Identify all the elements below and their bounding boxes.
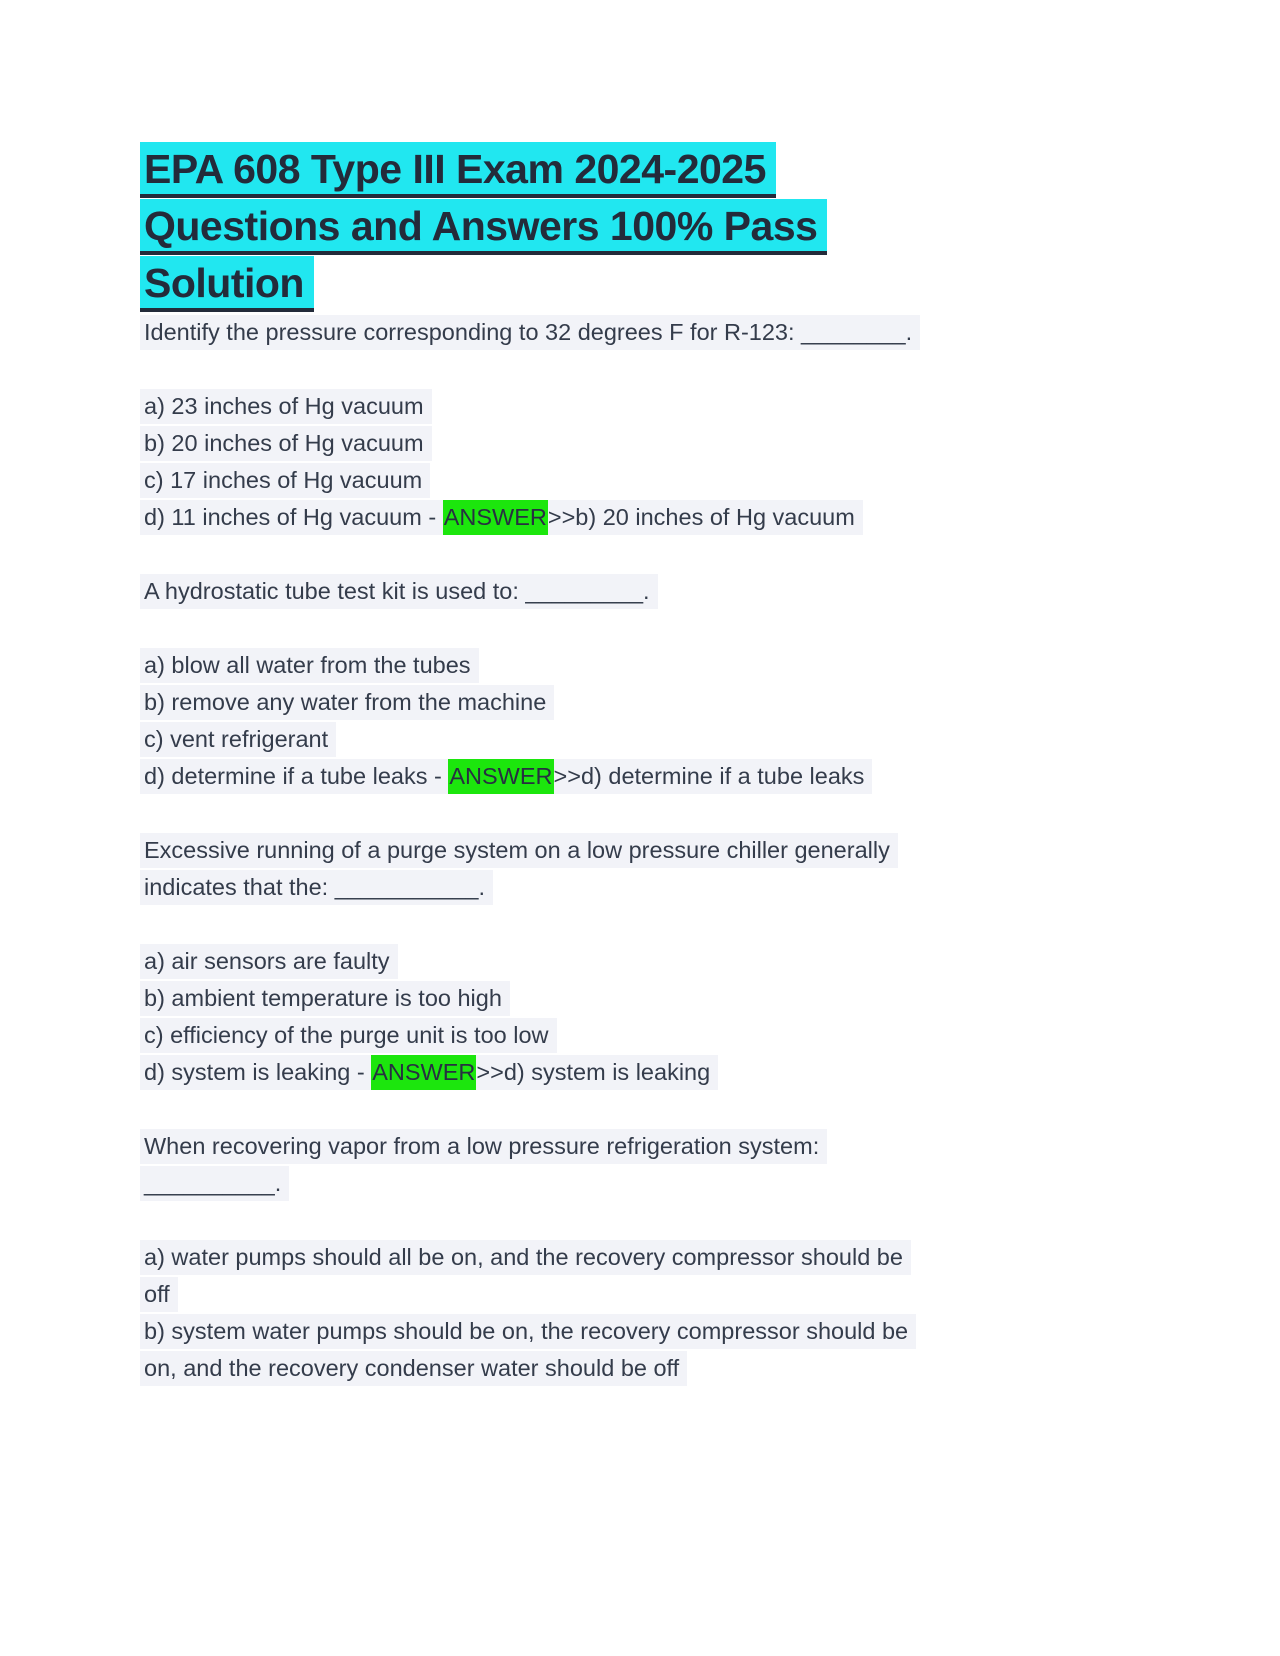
text-segment: c) vent refrigerant xyxy=(144,726,329,752)
text-segment: c) 17 inches of Hg vacuum xyxy=(144,467,423,493)
text-run-highlight xyxy=(140,1166,289,1201)
answer-option-line xyxy=(144,388,1174,425)
text-run-highlight xyxy=(140,944,398,979)
text-run-highlight xyxy=(140,315,920,350)
text-segment: Identify the pressure corresponding to 32 degrees F for R-123: ________. xyxy=(144,319,913,345)
text-segment: b) ambient temperature is too high xyxy=(144,985,502,1011)
title-highlight: EPA 608 Type III Exam 2024-2025 xyxy=(140,142,776,198)
text-run-highlight xyxy=(140,648,479,683)
title-highlight: Questions and Answers 100% Pass xyxy=(140,199,827,255)
text-run-highlight xyxy=(140,1351,687,1386)
blank-line xyxy=(144,610,1174,647)
text-segment: >>d) system is leaking xyxy=(476,1059,711,1085)
answer-option-line xyxy=(144,1017,1174,1054)
blank-line xyxy=(144,1202,1174,1239)
answer-keyword-highlight: ANSWER xyxy=(448,759,553,794)
text-segment: off xyxy=(144,1281,170,1307)
text-segment: d) determine if a tube leaks - xyxy=(144,763,449,789)
blank-line xyxy=(144,795,1174,832)
answer-option-line xyxy=(144,943,1174,980)
answer-keyword-highlight: ANSWER xyxy=(443,500,548,535)
text-run-highlight xyxy=(140,1277,178,1312)
text-segment: __________. xyxy=(144,1170,282,1196)
document-content xyxy=(144,141,1174,1387)
text-segment: indicates that the: ___________. xyxy=(144,874,486,900)
title-line xyxy=(144,141,1174,198)
text-run-highlight xyxy=(140,722,336,757)
question-prompt-line xyxy=(144,314,1174,351)
text-run-highlight xyxy=(140,685,554,720)
text-segment: Excessive running of a purge system on a low pressure chiller generally xyxy=(144,837,890,863)
blank-line xyxy=(144,906,1174,943)
text-segment: >>d) determine if a tube leaks xyxy=(553,763,865,789)
answer-option-line xyxy=(144,1276,1174,1313)
text-run-highlight xyxy=(140,389,432,424)
answer-option-line xyxy=(144,425,1174,462)
text-run-highlight xyxy=(140,1018,557,1053)
answer-option-line xyxy=(144,499,1174,536)
text-segment: b) 20 inches of Hg vacuum xyxy=(144,430,424,456)
text-segment: d) 11 inches of Hg vacuum - xyxy=(144,504,443,530)
text-segment: A hydrostatic tube test kit is used to: _________. xyxy=(144,578,650,604)
text-segment: a) water pumps should all be on, and the recovery compressor should be xyxy=(144,1244,903,1270)
answer-option-line xyxy=(144,1239,1174,1276)
blank-line xyxy=(144,1091,1174,1128)
question-prompt-line xyxy=(144,1128,1174,1165)
text-run-highlight xyxy=(140,981,510,1016)
text-run-highlight xyxy=(140,870,493,905)
document-title xyxy=(144,141,1174,312)
answer-option-line xyxy=(144,980,1174,1017)
answer-option-line xyxy=(144,1313,1174,1350)
text-segment: When recovering vapor from a low pressure refrigeration system: xyxy=(144,1133,820,1159)
text-segment: d) system is leaking - xyxy=(144,1059,372,1085)
question-prompt-line xyxy=(144,869,1174,906)
text-run-highlight xyxy=(140,426,432,461)
title-line xyxy=(144,255,1174,312)
answer-option-line xyxy=(144,647,1174,684)
text-run-highlight xyxy=(140,1240,911,1275)
question-prompt-line xyxy=(144,832,1174,869)
text-run-highlight xyxy=(140,500,863,535)
answer-option-line xyxy=(144,1054,1174,1091)
text-segment: a) air sensors are faulty xyxy=(144,948,390,974)
title-line xyxy=(144,198,1174,255)
text-segment: a) 23 inches of Hg vacuum xyxy=(144,393,424,419)
blank-line xyxy=(144,536,1174,573)
text-run-highlight xyxy=(140,833,898,868)
text-run-highlight xyxy=(140,574,658,609)
text-run-highlight xyxy=(140,463,430,498)
text-run-highlight xyxy=(140,1129,827,1164)
text-segment: b) system water pumps should be on, the recovery compressor should be xyxy=(144,1318,909,1344)
title-highlight: Solution xyxy=(140,256,314,312)
text-segment: on, and the recovery condenser water should be off xyxy=(144,1355,680,1381)
answer-option-line xyxy=(144,721,1174,758)
text-segment: a) blow all water from the tubes xyxy=(144,652,471,678)
text-run-highlight xyxy=(140,759,872,794)
answer-option-line xyxy=(144,758,1174,795)
text-run-highlight xyxy=(140,1055,718,1090)
answer-keyword-highlight: ANSWER xyxy=(371,1055,476,1090)
text-segment: c) efficiency of the purge unit is too low xyxy=(144,1022,549,1048)
text-segment: >>b) 20 inches of Hg vacuum xyxy=(547,504,855,530)
question-prompt-line xyxy=(144,573,1174,610)
answer-option-line xyxy=(144,1350,1174,1387)
question-prompt-line xyxy=(144,1165,1174,1202)
answer-option-line xyxy=(144,684,1174,721)
text-segment: b) remove any water from the machine xyxy=(144,689,547,715)
text-run-highlight xyxy=(140,1314,916,1349)
blank-line xyxy=(144,351,1174,388)
document-body xyxy=(144,314,1174,1387)
answer-option-line xyxy=(144,462,1174,499)
